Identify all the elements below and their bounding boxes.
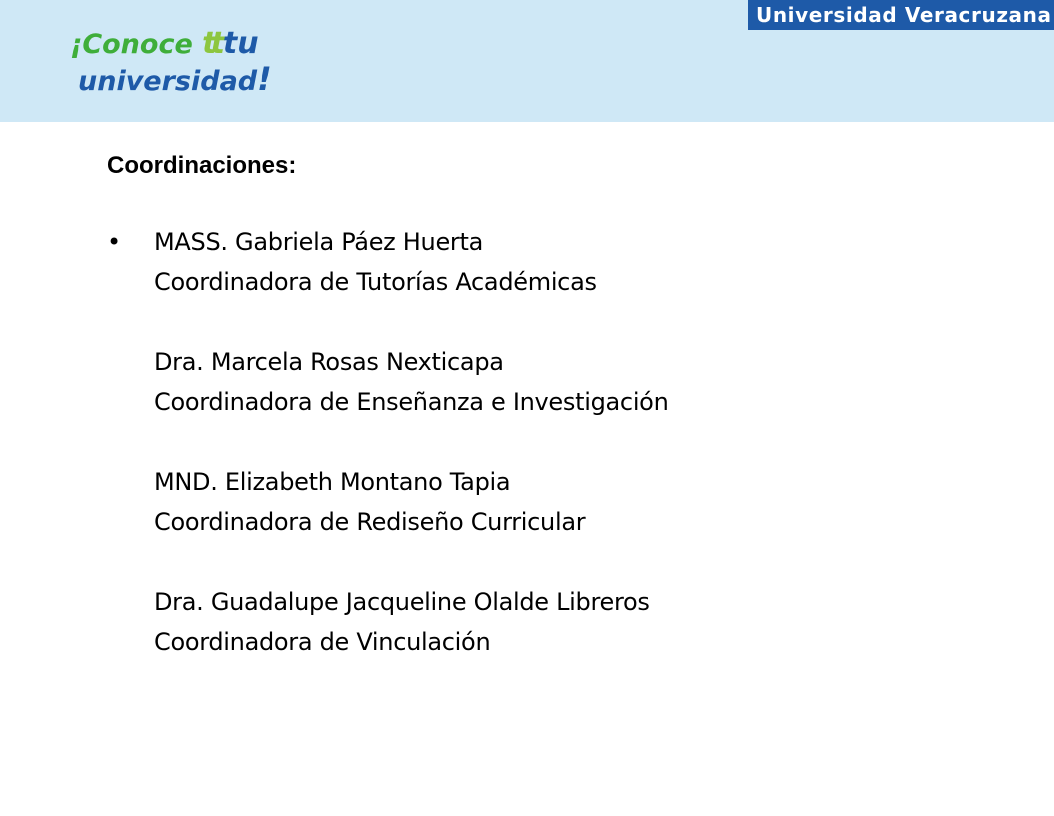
logo-mark: tt (202, 26, 219, 61)
coordinator-name: Dra. Marcela Rosas Nexticapa (154, 348, 504, 376)
logo-line-2 (78, 60, 272, 98)
bullet-marker: • (107, 228, 122, 256)
logo-text-universidad: universidad (78, 66, 258, 97)
logo-text-conoce: ¡Conoce (70, 29, 203, 60)
coordinator-role: Coordinadora de Vinculación (154, 628, 491, 656)
conoce-tu-universidad-logo (70, 26, 280, 96)
coordinator-name: MND. Elizabeth Montano Tapia (154, 468, 511, 496)
logo-text-tu: tu (222, 26, 259, 61)
coordinator-entry (154, 582, 1007, 662)
coordinator-entry (154, 342, 1007, 422)
coordinator-entry (154, 462, 1007, 542)
coordinator-role: Coordinadora de Rediseño Curricular (154, 508, 586, 536)
institution-name: Universidad Veracruzana (756, 3, 1052, 27)
coordinator-name: Dra. Guadalupe Jacqueline Olalde Libreros (154, 588, 650, 616)
coordinator-role: Coordinadora de Tutorías Académicas (154, 268, 597, 296)
page-title: Coordinaciones: (107, 152, 297, 179)
coordinator-role: Coordinadora de Enseñanza e Investigación (154, 388, 669, 416)
coordinator-name: MASS. Gabriela Páez Huerta (154, 228, 483, 256)
coordinations-list (107, 222, 1007, 662)
logo-exclamation: ! (257, 60, 272, 98)
logo-line-1 (70, 26, 259, 61)
coordinator-entry (154, 222, 1007, 302)
institution-banner (748, 0, 1054, 30)
